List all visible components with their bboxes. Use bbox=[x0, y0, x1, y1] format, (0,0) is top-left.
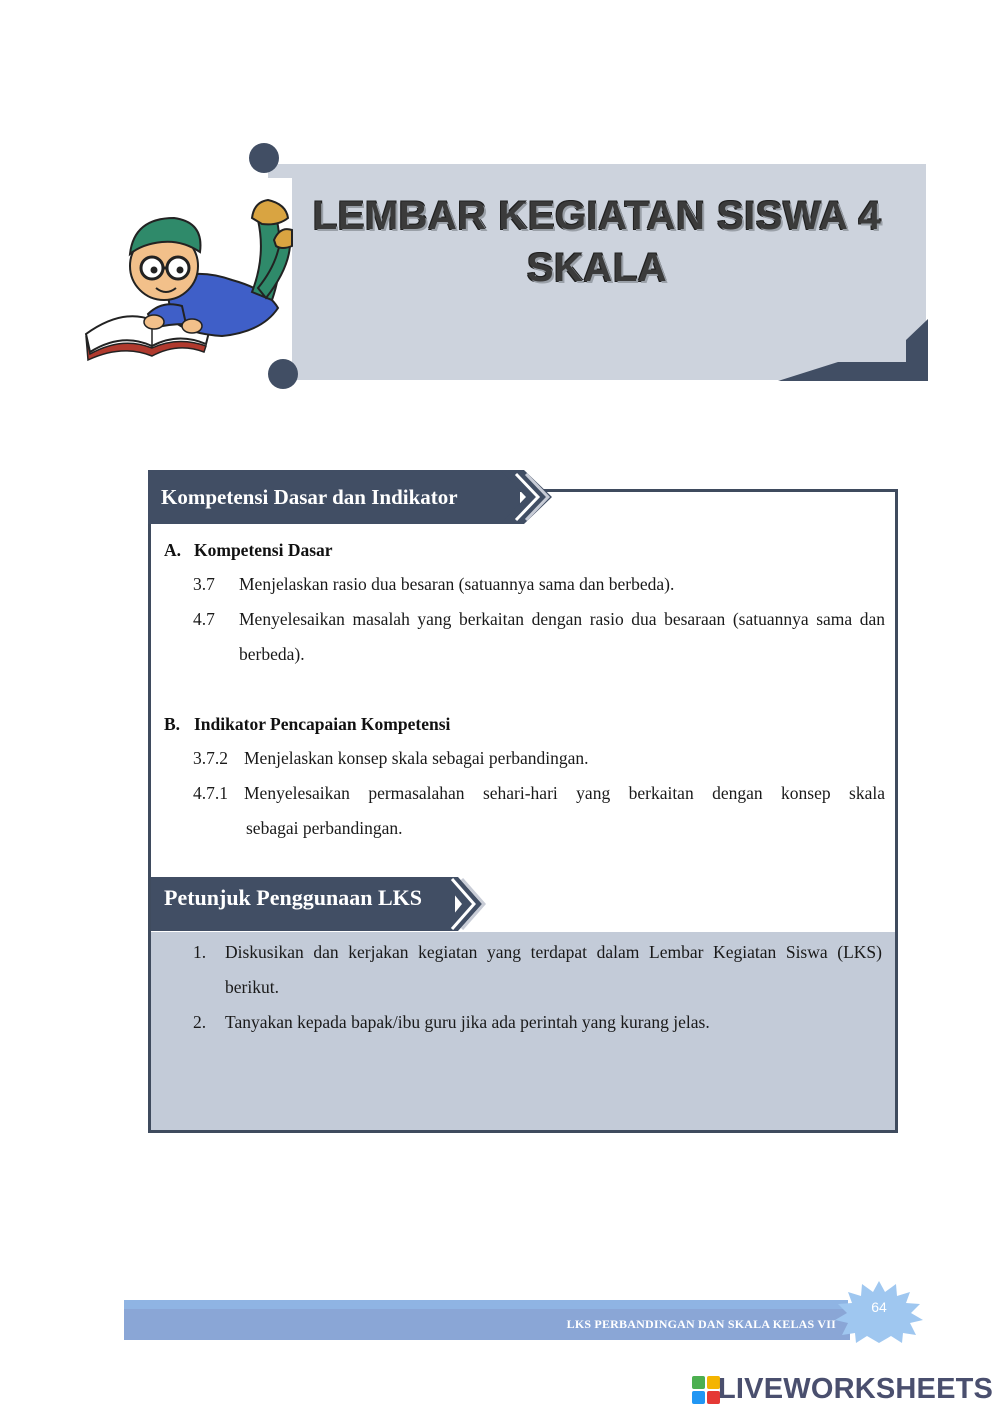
item-text: Menjelaskan konsep skala sebagai perbandingan. bbox=[244, 748, 589, 768]
section-a-label: Kompetensi Dasar bbox=[194, 540, 333, 560]
competency-heading: Kompetensi Dasar dan Indikator bbox=[148, 470, 520, 524]
list-item bbox=[193, 1005, 882, 1040]
item-text: Diskusikan dan kerjakan kegiatan yang terdapat dalam Lembar Kegiatan Siswa (LKS) berikut. bbox=[225, 942, 882, 997]
item-text: Menjelaskan rasio dua besaran (satuannya sama dan berbeda). bbox=[239, 574, 675, 594]
page-number: 64 bbox=[871, 1299, 887, 1315]
footer-stripe bbox=[124, 1300, 848, 1309]
item-number: 3.7 bbox=[193, 574, 215, 594]
page-title-line1: LEMBAR KEGIATAN SISWA 4 bbox=[312, 194, 882, 238]
item-number: 1. bbox=[193, 942, 207, 962]
list-item bbox=[193, 935, 882, 1005]
item-number: 3.7.2 bbox=[193, 748, 228, 768]
title-banner-corner bbox=[778, 318, 930, 382]
section-a-letter: A. bbox=[164, 540, 182, 560]
liveworksheets-watermark[interactable]: LIVEWORKSHEETS bbox=[718, 1373, 994, 1405]
chevron-right-icon bbox=[500, 468, 558, 526]
liveworksheets-logo-icon bbox=[692, 1376, 720, 1404]
instructions-heading: Petunjuk Penggunaan LKS bbox=[151, 877, 455, 931]
list-item bbox=[193, 602, 885, 672]
item-number: 4.7 bbox=[193, 609, 215, 629]
item-number: 2. bbox=[193, 1012, 207, 1032]
item-text-line2: sebagai perbandingan. bbox=[246, 818, 403, 838]
chevron-right-icon bbox=[440, 873, 490, 935]
item-text: Tanyakan kepada bapak/ibu guru jika ada perintah yang kurang jelas. bbox=[225, 1012, 710, 1032]
section-a-title bbox=[164, 538, 333, 562]
list-item bbox=[193, 776, 885, 846]
list-item bbox=[193, 741, 885, 776]
item-text: Menyelesaikan masalah yang berkaitan dengan rasio dua besaraan (satuannya sama dan berbeda). bbox=[239, 609, 885, 664]
item-text-line1: Menyelesaikan permasalahan sehari-hari yang berkaitan dengan konsep skala bbox=[244, 783, 885, 803]
item-number: 4.7.1 bbox=[193, 783, 228, 803]
page-title-line2: SKALA bbox=[526, 246, 668, 290]
reading-kid-illustration bbox=[82, 196, 294, 366]
banner-dot-top bbox=[249, 143, 279, 173]
footer-text: LKS PERBANDINGAN DAN SKALA KELAS VII bbox=[566, 1317, 836, 1331]
page-title bbox=[292, 190, 902, 294]
section-b-label: Indikator Pencapaian Kompetensi bbox=[194, 714, 451, 734]
list-item bbox=[193, 567, 885, 602]
section-b-letter: B. bbox=[164, 714, 181, 734]
section-b-title bbox=[164, 712, 450, 736]
